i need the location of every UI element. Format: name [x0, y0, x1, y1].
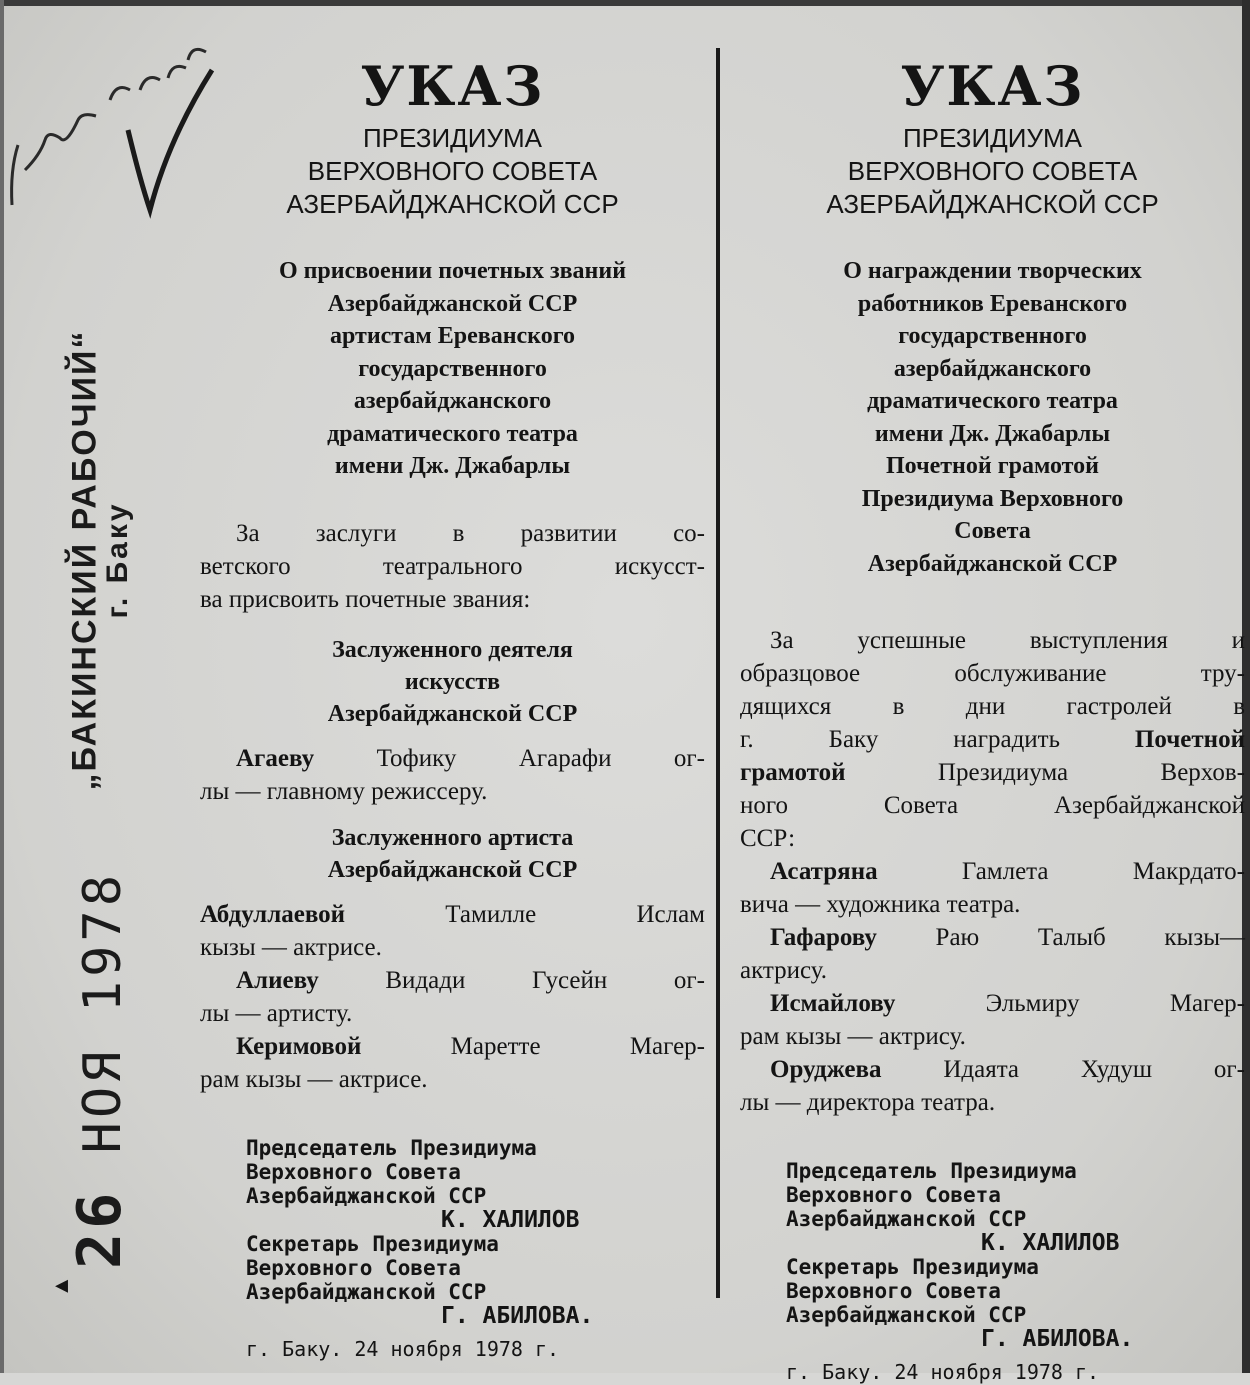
date-stamp-month-year: НОЯ 1978	[73, 870, 133, 1154]
signatory-position: Азербайджанской ССР	[786, 1303, 1027, 1327]
awardee-entry	[740, 1053, 1245, 1119]
awardee-name: Гамлета Макрдато-	[877, 858, 1245, 885]
awardee-entry	[740, 855, 1245, 921]
awardee-name: Эльмиру Магер-	[895, 990, 1245, 1017]
title-line: искусств	[404, 668, 501, 695]
awardee-entry	[200, 964, 705, 1030]
signatory-position: Верховного Совета	[786, 1279, 1001, 1303]
honorary-title-2	[200, 822, 705, 886]
signatures	[200, 1136, 705, 1328]
signatory-name: К. ХАЛИЛОВ	[441, 1206, 580, 1233]
signatory-position: Верховного Совета	[246, 1159, 461, 1184]
topic-line: имени Дж. Джабарлы	[334, 453, 571, 479]
margin-mark: ◂	[55, 1270, 69, 1299]
topic-line: имени Дж. Джабарлы	[874, 420, 1111, 447]
title-line: Заслуженного деятеля	[332, 636, 573, 663]
awardee-entry	[200, 898, 705, 964]
topic-line: Почетной грамотой	[886, 453, 1099, 479]
date-stamp	[65, 871, 135, 1269]
signatory-position: Председатель Президиума	[246, 1135, 537, 1160]
decree-preamble	[740, 624, 1245, 855]
signatory-position: Верховного Совета	[786, 1183, 1001, 1207]
topic-line: азербайджанского	[893, 355, 1092, 382]
preamble-emphasis: Почетной	[1134, 726, 1245, 753]
preamble-line: ССР:	[740, 825, 796, 852]
decree-preamble	[200, 517, 705, 616]
decree-left	[200, 50, 705, 1362]
signatory-name: К. ХАЛИЛОВ	[981, 1230, 1120, 1256]
title-line: Азербайджанской ССР	[327, 856, 578, 883]
city-stamp: г. Баку	[101, 501, 134, 619]
topic-line: О награждении творческих	[843, 258, 1142, 284]
preamble-text: Президиума Верхов-	[845, 759, 1245, 786]
signatory-position: Азербайджанской ССР	[246, 1279, 487, 1304]
topic-line: Президиума Верховного	[861, 485, 1124, 512]
awardee-surname: Алиеву	[236, 966, 319, 994]
honorary-title-1	[200, 634, 705, 730]
signatory-position: Секретарь Президиума	[786, 1255, 1039, 1279]
signatures	[740, 1159, 1245, 1351]
awardee-surname: Агаеву	[236, 744, 315, 772]
issuer-line: АЗЕРБАЙДЖАНСКОЙ ССР	[286, 189, 619, 219]
awardee-name: Видади Гусейн ог-	[318, 966, 705, 994]
awardee-entry	[200, 742, 705, 808]
handwritten-checkmark	[0, 20, 230, 220]
topic-line: Совета	[954, 518, 1031, 544]
decree-heading: УКАЗ	[900, 54, 1085, 118]
preamble-line: ного Совета Азербайджанской	[740, 792, 1245, 819]
awardee-role: рам кызы — актрису.	[740, 1023, 966, 1050]
signatory-position: Азербайджанской ССР	[246, 1183, 487, 1208]
topic-line: драматического театра	[327, 420, 578, 447]
signatory-position: Верховного Совета	[246, 1255, 461, 1280]
awardee-role: рам кызы — актрисе.	[200, 1065, 428, 1093]
date-stamp-day: 26	[65, 1188, 135, 1270]
decree-topic	[740, 255, 1245, 580]
signatory-position: Председатель Президиума	[786, 1159, 1077, 1183]
awardee-role: лы — главному режиссеру.	[200, 777, 488, 805]
awardee-surname: Асатряна	[770, 858, 878, 885]
awardee-name: Идаята Худуш ог-	[881, 1056, 1245, 1083]
issuer-line: ПРЕЗИДИУМА	[902, 123, 1082, 153]
topic-line: азербайджанского	[353, 388, 552, 414]
decree-issuer	[740, 122, 1245, 221]
preamble-line: ва присвоить почетные звания:	[200, 585, 531, 613]
awardee-surname: Керимовой	[236, 1032, 362, 1060]
awardee-role: вича — художника театра.	[740, 891, 1021, 918]
topic-line: государственного	[898, 323, 1087, 349]
awardee-name: Тофику Агарафи ог-	[314, 744, 705, 772]
awardee-role: лы — артисту.	[200, 999, 353, 1027]
issuer-line: ВЕРХОВНОГО СОВЕТА	[307, 156, 598, 186]
topic-line: Азербайджанской ССР	[867, 550, 1118, 577]
preamble-emphasis: грамотой	[740, 759, 846, 786]
awardee-entry	[200, 1030, 705, 1096]
column-divider	[716, 48, 720, 1298]
signatory-position: Секретарь Президиума	[246, 1231, 499, 1256]
preamble-line: образцовое обслуживание тру-	[740, 660, 1245, 687]
topic-line: Азербайджанской ССР	[327, 290, 578, 317]
issuer-line: АЗЕРБАЙДЖАНСКОЙ ССР	[826, 189, 1159, 219]
preamble-line: За успешные выступления и	[770, 627, 1245, 654]
decree-right	[740, 50, 1245, 1385]
awardee-surname: Гафарову	[770, 924, 877, 951]
preamble-text: г. Баку наградить	[740, 726, 1135, 753]
preamble-line: За заслуги в развитии со-	[236, 519, 705, 547]
awardee-entry	[740, 921, 1245, 987]
awardee-role: кызы — актрисе.	[200, 933, 382, 961]
preamble-line: ветского театрального искусст-	[200, 552, 705, 580]
title-line: Азербайджанской ССР	[327, 700, 578, 727]
awardee-name: Маретте Магер-	[361, 1032, 705, 1060]
newspaper-name-stamp: „БАКИНСКИЙ РАБОЧИЙ“	[65, 329, 104, 791]
scan-edge-top	[0, 0, 1250, 6]
signatory-name: Г. АБИЛОВА.	[441, 1302, 594, 1329]
signatory-name: Г. АБИЛОВА.	[981, 1326, 1134, 1352]
awardee-surname: Абдуллаевой	[200, 900, 346, 928]
topic-line: артистам Ереванского	[330, 323, 575, 349]
awardee-name: Тамилле Ислам	[345, 900, 705, 928]
topic-line: работников Ереванского	[857, 290, 1128, 317]
awardee-role: лы — директора театра.	[740, 1089, 996, 1116]
awardee-name: Раю Талыб кызы—	[876, 924, 1245, 951]
issuer-line: ВЕРХОВНОГО СОВЕТА	[847, 156, 1138, 186]
place-and-date: г. Баку. 24 ноября 1978 г.	[786, 1360, 1100, 1384]
preamble-line: дящихся в дни гастролей в	[740, 693, 1245, 720]
topic-line: государственного	[358, 355, 547, 382]
decree-heading: УКАЗ	[360, 54, 545, 118]
signatory-position: Азербайджанской ССР	[786, 1207, 1027, 1231]
issuer-line: ПРЕЗИДИУМА	[362, 123, 542, 153]
awardee-role: актрису.	[740, 957, 828, 984]
title-line: Заслуженного артиста	[331, 824, 574, 851]
awardee-surname: Оруджева	[770, 1056, 882, 1083]
awardee-surname: Исмайлову	[770, 990, 896, 1017]
awardee-entry	[740, 987, 1245, 1053]
decree-topic	[200, 255, 705, 483]
topic-line: О присвоении почетных званий	[278, 258, 627, 284]
decree-issuer	[200, 122, 705, 221]
place-and-date: г. Баку. 24 ноября 1978 г.	[246, 1336, 560, 1361]
topic-line: драматического театра	[867, 388, 1118, 414]
